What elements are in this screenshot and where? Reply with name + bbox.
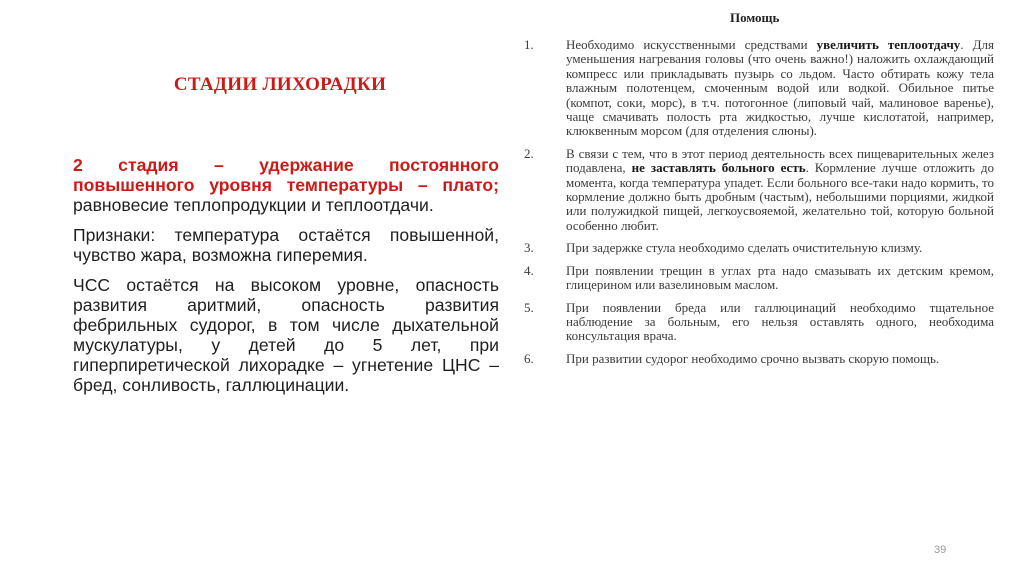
help-item-number: 2. xyxy=(524,145,534,161)
stage-heading: 2 стадия – удержание постоянного повышенного уровня температуры – плато; xyxy=(73,155,499,195)
help-item-text-start: При появлении трещин в углах рта надо смазывать их детским кремом, глицерином или вазелиновым маслом. xyxy=(566,262,994,293)
heart-rate-paragraph: ЧСС остаётся на высоком уровне, опасность развития аритмий, опасность развития фебрильных судорог, в том числе дыхательной мускулатуры, у детей до 5 лет, при гиперпиретической лихорадке – угнетение ЦНС – бред, сонливость, галлюцинации. xyxy=(73,275,499,395)
help-item-text-start: При развитии судорог необходимо срочно вызвать скорую помощь. xyxy=(566,350,940,366)
help-item-text xyxy=(566,241,994,255)
help-item-text xyxy=(566,352,994,366)
help-item-text xyxy=(566,38,994,139)
stage-paragraph xyxy=(73,155,499,215)
left-content xyxy=(73,155,499,405)
help-item-text xyxy=(566,147,994,233)
help-item-emphasis: увеличить теплоотдачу xyxy=(816,37,961,52)
help-item-text-start: В связи с тем, что в этот период деятельность всех пищеварительных желез подавлена, xyxy=(566,145,994,176)
help-item-number: 6. xyxy=(524,350,534,366)
stage-description: равновесие теплопродукции и теплоотдачи. xyxy=(73,195,434,215)
help-item-number: 4. xyxy=(524,262,534,278)
help-item-text xyxy=(566,264,994,293)
help-item-text-start: При появлении бреда или галлюцинаций необходимо тщательное наблюдение за больным, его нельзя оставлять одного, необходима консультация врача. xyxy=(566,299,994,344)
help-item-number: 1. xyxy=(524,37,534,52)
help-item xyxy=(524,352,994,366)
help-item-number: 5. xyxy=(524,299,534,315)
help-item-text-end: . Кормление лучше отложить до момента, когда температура упадет. Если больного все-таки надо кормить, то кормление должно быть дробным (частым), небольшими порциями, жидкой или полужидкой пищей, легкоусвояемой, желательно той, которую больной особенно любит. xyxy=(566,160,994,233)
help-item-text-end: . Для уменьшения нагревания головы (что очень важно!) наложить охлаждающий компресс или прикладывать пузырь со льдом. Часто обтирать кожу тела влажным полотенцем, смоченным водой или водкой. Обильное питье (компот, соки, морс), в т.ч. потогонное (липовый чай, малиновое варенье), чаще смачивать полость рта жидкостью, лучше кислотатой, например, клюквенным морсом (для отделения слюны). xyxy=(566,37,994,139)
slide-title: СТАДИИ ЛИХОРАДКИ xyxy=(173,74,387,95)
help-item-text-start: Необходимо искусственными средствами xyxy=(566,37,817,52)
help-item-text xyxy=(566,301,994,344)
help-title: Помощь xyxy=(730,10,780,25)
help-item xyxy=(524,147,994,233)
help-item xyxy=(524,241,994,255)
signs-paragraph: Признаки: температура остаётся повышенной, чувство жара, возможна гиперемия. xyxy=(73,225,499,265)
page-number: 39 xyxy=(934,544,947,556)
help-item-emphasis: не заставлять больного есть xyxy=(631,160,806,176)
help-list xyxy=(524,38,994,374)
help-item xyxy=(524,301,994,344)
help-item xyxy=(524,264,994,293)
help-item xyxy=(524,38,994,139)
help-item-number: 3. xyxy=(524,240,534,256)
help-item-text-start: При задержке стула необходимо сделать очистительную клизму. xyxy=(566,240,923,256)
